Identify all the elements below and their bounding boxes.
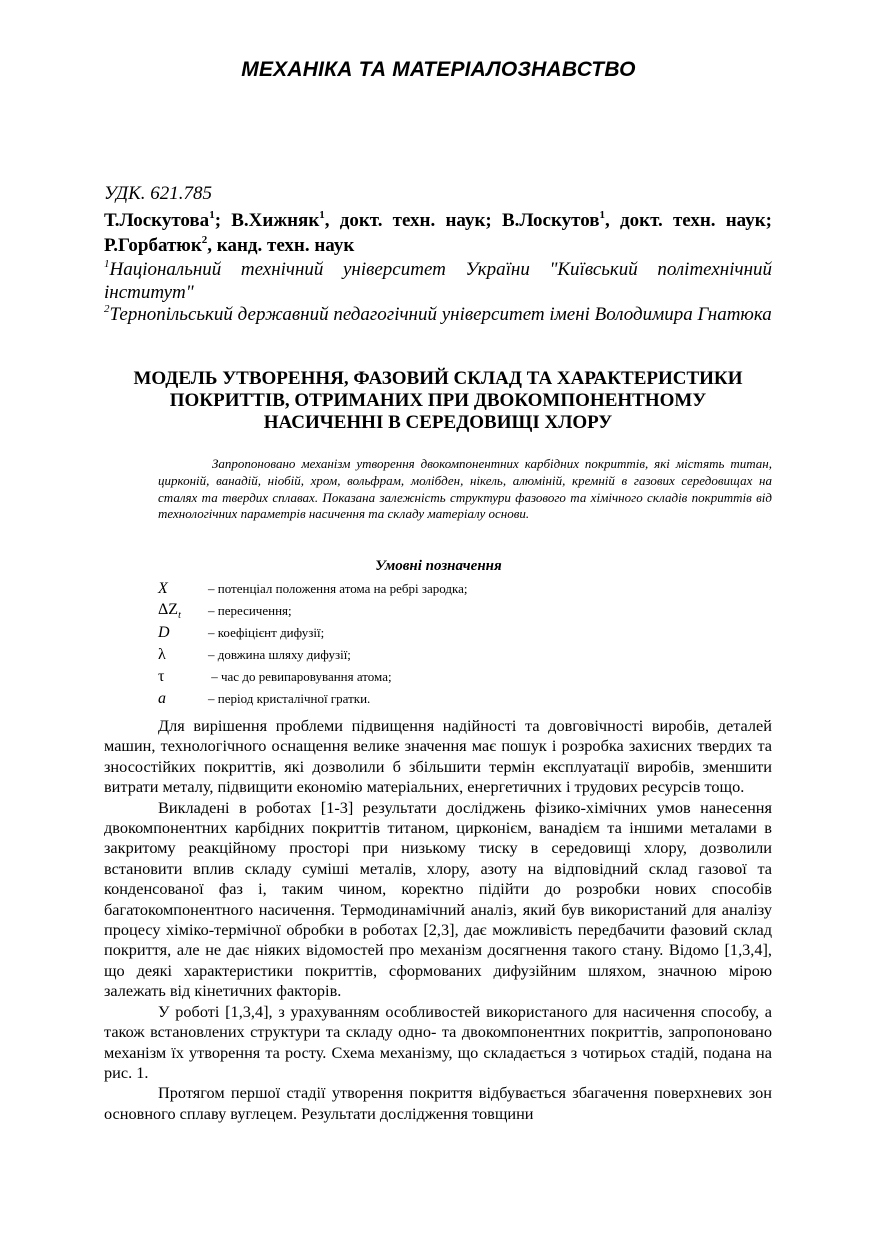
author-affiliation-mark: 1 xyxy=(209,208,215,221)
affiliation-1 xyxy=(104,258,772,304)
notation-symbol-subscript: t xyxy=(178,610,181,622)
article-title xyxy=(104,368,772,434)
notation-symbol: a xyxy=(158,690,166,707)
notation-row xyxy=(158,688,778,710)
notation-description: – коефіцієнт дифузії; xyxy=(208,625,325,640)
notation-description: – довжина шляху дифузії; xyxy=(208,647,351,662)
notation-list xyxy=(158,578,778,710)
notation-symbol: λ xyxy=(158,646,166,663)
notation-row xyxy=(158,578,778,600)
author-affiliation-mark: 2 xyxy=(201,233,208,246)
author-affiliation-mark: 1 xyxy=(599,208,606,221)
notation-description: – пересичення; xyxy=(208,603,292,618)
article-title-line: НАСИЧЕННІ В СЕРЕДОВИЩІ ХЛОРУ xyxy=(263,412,613,433)
author-credentials: , докт. техн. наук; xyxy=(605,210,772,231)
author-affiliation-mark: 1 xyxy=(319,208,325,221)
article-body xyxy=(104,716,772,1124)
affiliation-number: 1 xyxy=(104,257,110,270)
body-paragraph: Протягом першої стадії утворення покриття відбувається збагачення поверхневих зон основного сплаву вуглецем. Результати дослідження товщини xyxy=(104,1083,772,1123)
body-paragraph: Для вирішення проблеми підвищення надійності та довговічності виробів, деталей машин, технологічного оснащення велике значення має пошук і розробка захисних твердих та зносостійких покриттів, які дозволили б збільшити термін експлуатації виробів, зменшити витрати металу, підвищити економію матеріальних, енергетичних і трудових ресурсів тощо. xyxy=(104,716,772,797)
notation-row xyxy=(158,666,778,688)
author-credentials: , докт. техн. наук; xyxy=(324,210,502,231)
journal-section-header: МЕХАНІКА ТА МАТЕРІАЛОЗНАВСТВО xyxy=(241,58,636,81)
author-list xyxy=(104,208,772,258)
author-name: В.Хижняк xyxy=(231,210,320,231)
author-name: Р.Горбатюк xyxy=(104,235,202,256)
body-paragraph: У роботі [1,3,4], з урахуванням особливостей використаного для насичення способу, а також встановлених структури та складу одно- та двокомпонентних покриттів, запропоновано механізм їх утворення та росту. Схема механізму, що складається з чотирьох стадій, подана на рис. 1. xyxy=(104,1001,772,1082)
author-name: В.Лоскутов xyxy=(501,210,600,231)
affiliation-2 xyxy=(104,303,772,326)
notation-symbol-base: ΔZ xyxy=(158,600,179,618)
article-title-line: ПОКРИТТІВ, ОТРИМАНИХ ПРИ ДВОКОМПОНЕНТНОМУ xyxy=(169,390,707,411)
affiliation-number: 2 xyxy=(104,302,110,315)
notation-row xyxy=(158,622,778,644)
notation-row xyxy=(158,600,778,622)
affiliation-text: Тернопільський державний педагогічний університет імені Володимира Гнатюка xyxy=(109,304,772,325)
article-title-line: МОДЕЛЬ УТВОРЕННЯ, ФАЗОВИЙ СКЛАД ТА ХАРАКТЕРИСТИКИ xyxy=(133,368,743,389)
notation-symbol: D xyxy=(158,624,170,641)
notation-heading: Умовні позначення xyxy=(375,558,502,574)
notation-symbol: τ xyxy=(158,668,165,685)
author-credentials: , канд. техн. наук xyxy=(207,235,355,256)
author-name: Т.Лоскутова xyxy=(104,210,210,231)
abstract: Запропоновано механізм утворення двокомпонентних карбідних покриттів, які містять титан, цирконій, ванадій, ніобій, хром, вольфрам, молібден, нікель, алюміній, кремній в газових середовищах на сталях та твердих сплавах. Показана залежність структури фазового та хімічного складів покриттів від технологічних параметрів насичення та складу матеріалу основи. xyxy=(158,456,772,522)
author-credentials: ; xyxy=(214,210,232,231)
notation-description: – потенціал положення атома на ребрі зародка; xyxy=(208,581,468,596)
notation-description: – час до ревипаровування атома; xyxy=(208,669,392,684)
notation-symbol xyxy=(158,601,208,621)
notation-symbol: X xyxy=(158,580,168,597)
body-paragraph: Викладені в роботах [1-3] результати досліджень фізико-хімічних умов нанесення двокомпонентних карбідних покриттів титаном, цирконієм, ванадієм та іншими металами в закритому реакційному просторі при низькому тиску в середовищі хлору, дозволили встановити вплив складу суміші металів, хлору, азоту на відповідний склад газової та конденсованої фаз і, таким чином, коректно підійти до розробки нових способів багатокомпонентного насичення. Термодинамічний аналіз, який був використаний для аналізу процесу хіміко-термічної обробки в роботах [2,3], дає можливість передбачити фазовий склад покриття, але не дає ніяких відомостей про механізм досягнення такого стану. Відомо [1,3,4], що деякі характеристики покриттів, сформованих дифузійним шляхом, значною мірою залежать від кінетичних факторів. xyxy=(104,797,772,1001)
notation-description: – період кристалічної гратки. xyxy=(208,691,371,706)
notation-row xyxy=(158,644,778,666)
udc-code: УДК. 621.785 xyxy=(104,183,212,204)
affiliation-text: Національний технічний університет України "Київський політехнічний інститут" xyxy=(104,259,772,303)
